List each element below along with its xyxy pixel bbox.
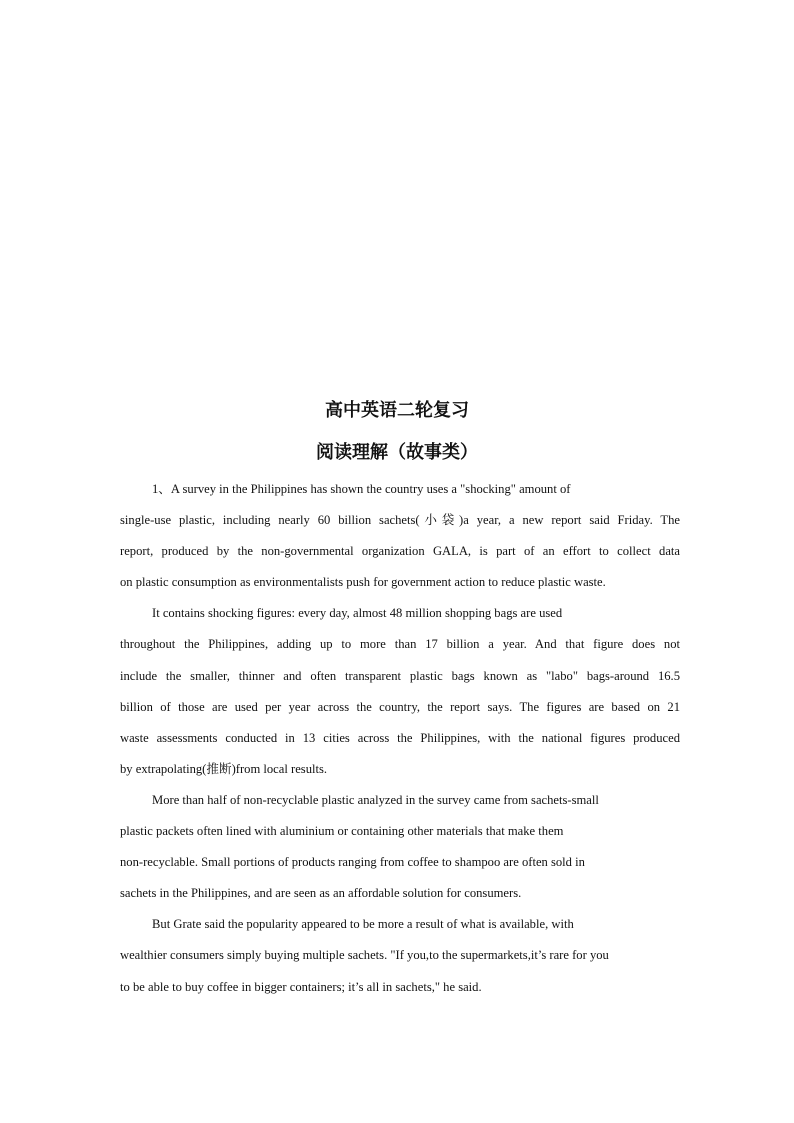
paragraph-line: 1、A survey in the Philippines has shown the country uses a "shocking" amount of [152, 482, 571, 496]
paragraph-3 [120, 785, 680, 909]
paragraph-2 [120, 598, 680, 785]
document-title: 高中英语二轮复习 [325, 400, 469, 421]
paragraph-line: sachets in the Philippines, and are seen as an affordable solution for consumers. [120, 886, 522, 901]
paragraph-line: billion of those are used per year across the country, the report says. The figures are based on 21 [120, 699, 680, 714]
paragraph-line: It contains shocking figures: every day, almost 48 million shopping bags are used [152, 606, 563, 621]
paragraph-line: waste assessments conducted in 13 cities across the Philippines, with the national figures produced [120, 730, 680, 745]
paragraph-line: single-use plastic, including nearly 60 billion sachets(小袋)a year, a new report said Friday. The [120, 513, 680, 528]
paragraph-line: include the smaller, thinner and often transparent plastic bags known as "labo" bags-around 16.5 [120, 668, 680, 683]
paragraph-line: to be able to buy coffee in bigger containers; it’s all in sachets," he said. [120, 979, 482, 994]
paragraph-line: But Grate said the popularity appeared to be more a result of what is available, with [152, 917, 574, 932]
paragraph-line: plastic packets often lined with aluminium or containing other materials that make them [120, 824, 564, 839]
paragraph-line: throughout the Philippines, adding up to more than 17 billion a year. And that figure does not [120, 637, 680, 652]
article-body [120, 474, 680, 1003]
paragraph-line: on plastic consumption as environmentalists push for government action to reduce plastic waste. [120, 575, 606, 590]
paragraph-4 [120, 909, 680, 1002]
document-subtitle: 阅读理解（故事类） [316, 442, 478, 463]
paragraph-line: by extrapolating(推断)from local results. [120, 761, 328, 776]
paragraph-line: wealthier consumers simply buying multiple sachets. "If you,to the supermarkets,it’s rare for you [120, 948, 609, 963]
paragraph-1 [120, 474, 680, 598]
paragraph-line: non-recyclable. Small portions of products ranging from coffee to shampoo are often sold in [120, 855, 585, 870]
paragraph-line: More than half of non-recyclable plastic analyzed in the survey came from sachets-small [152, 792, 599, 807]
paragraph-line: report, produced by the non-governmental organization GALA, is part of an effort to collect data [120, 544, 680, 559]
